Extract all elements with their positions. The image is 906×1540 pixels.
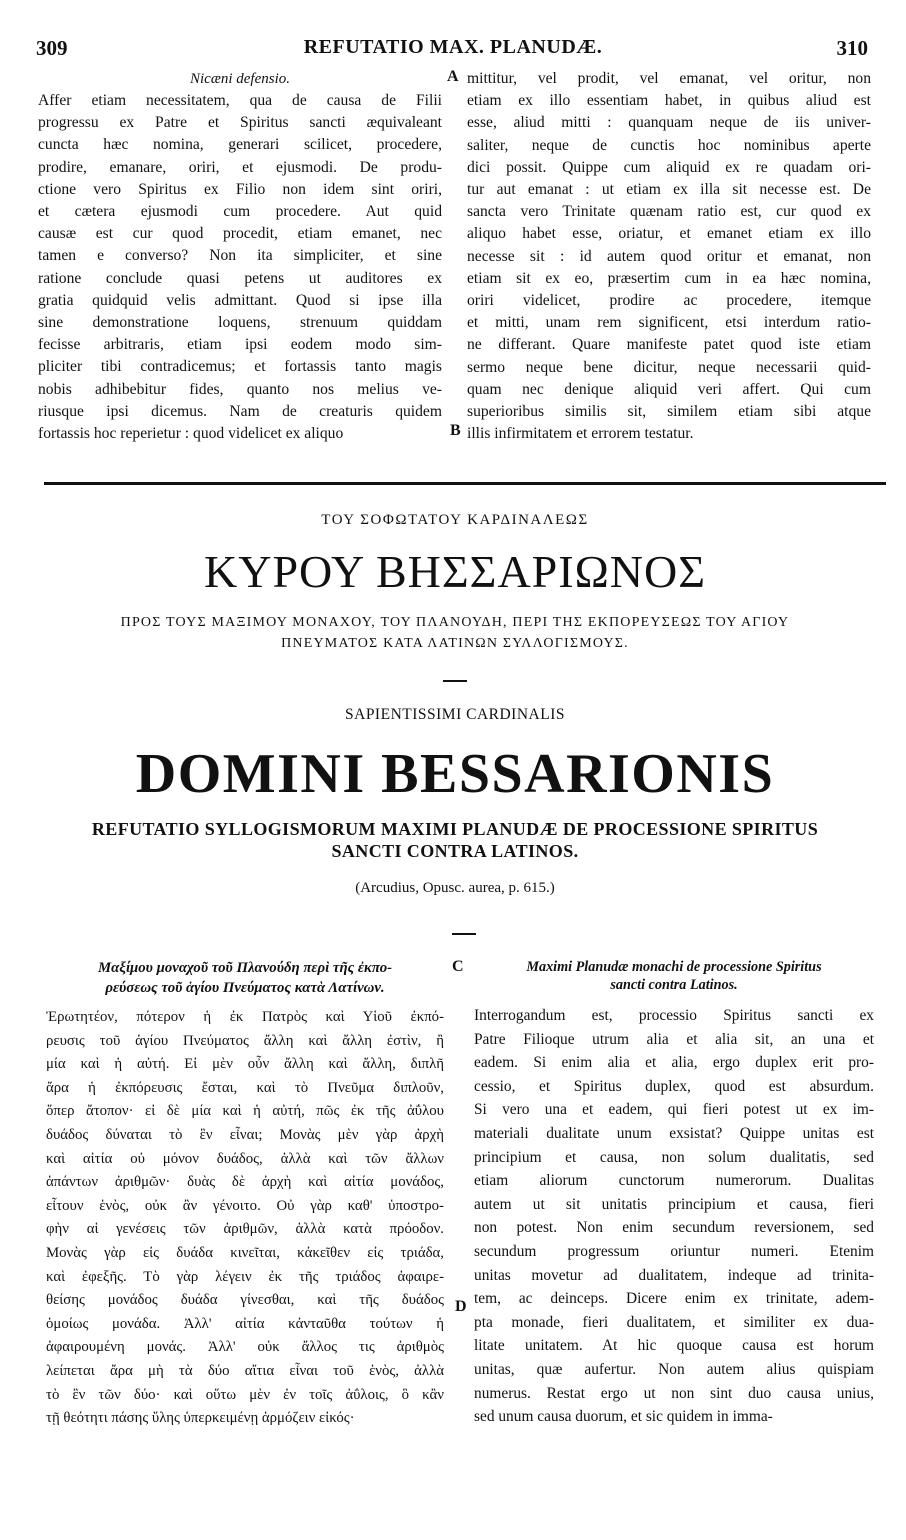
text-line: καὶ αἰτία οὐ μόνον δυάδος, ἀλλὰ καὶ τῶν ἄλλων	[46, 1150, 444, 1167]
latin-description-line: SANCTI CONTRA LATINOS.	[331, 841, 579, 861]
text-line: τὸ ἓν τῶν δύο· καὶ οὕτω μὲν ἐν τοῖς ἀΰλοις, ὃ κἂν	[46, 1386, 444, 1403]
citation: (Arcudius, Opusc. aurea, p. 615.)	[355, 880, 555, 896]
bottom-left-column	[46, 958, 444, 1431]
text-line: sancta vero Trinitate quænam ratio est, cur quod ex	[467, 203, 871, 221]
margin-letter-d: D	[455, 1298, 467, 1315]
text-line: et cætera ejusmodi cum procedere. Aut quid	[38, 203, 442, 221]
text-line: tur aut emanat : ut etiam ex illa sit necesse est. De	[467, 181, 871, 199]
text-line: φὴν αἱ γενέσεις τῶν ἀριθμῶν, ἀλλὰ κατὰ πρόοδον.	[46, 1221, 444, 1238]
text-line: sermo neque bene dicitur, neque necessarii quid-	[467, 358, 871, 376]
text-line: ἄρα ἡ ἐκπόρευσις ἔσται, καὶ τὸ Πνεῦμα διπλοῦν,	[46, 1079, 444, 1096]
top-left-column	[38, 68, 442, 445]
text-line: Si vero una et eadem, qui fieri potest ut ex im-	[474, 1101, 874, 1119]
text-line: dici possit. Quippe cum aliquid ex re quadam ori-	[467, 158, 871, 176]
greek-main-title: ΚΥΡΟΥ ΒΗΣΣΑΡΙΩΝΟΣ	[204, 546, 706, 597]
text-line: ὁμοίως μονάδα. Ἀλλ' αἰτία κἀνταῦθα τούτων ἡ	[46, 1315, 444, 1332]
text-line: ἀφαιρουμένη μονάς. Ἀλλ' οὐκ ἄλλος τις ἀριθμὸς	[46, 1339, 444, 1356]
greek-description	[40, 612, 870, 654]
latin-description	[40, 818, 870, 862]
text-line: unitas, quæ aufertur. Non autem alius quispiam	[474, 1360, 874, 1378]
divider-dash	[443, 680, 467, 682]
text-line: aliquo habet esse, oriatur, et emanet etiam ex illo	[467, 225, 871, 243]
text-line: θείσης μονάδος δυάδα γίνεσθαι, καὶ τῆς δυάδος	[46, 1292, 444, 1309]
text-line: illis infirmitatem et errorem testatur.	[467, 425, 694, 443]
latin-description-line: REFUTATIO SYLLOGISMORUM MAXIMI PLANUDÆ DE PROCESSIONE SPIRITUS	[91, 819, 819, 839]
text-line: Ἐρωτητέον, πότερον ἡ ἐκ Πατρὸς καὶ Υἱοῦ ἐκπό-	[46, 1009, 444, 1025]
greek-small-title: ΤΟΥ ΣΟΦΩΤΑΤΟΥ ΚΑΡΔΙΝΑΛΕΩΣ	[321, 512, 589, 528]
text-line: non potest. Non enim secundum reversionem, sed	[474, 1219, 874, 1237]
text-line: etiam aliorum cunctorum numerorum. Dualitas	[474, 1172, 874, 1190]
text-line: oriri videlicet, prodire ac procedere, itemque	[467, 292, 871, 310]
text-line: superioribus similis sit, similem etiam sibi atque	[467, 403, 871, 421]
text-line: ὅπερ ἄτοπον· εἰ δὲ μία καὶ ἡ αὐτή, πῶς ἐκ τῆς ἀΰλου	[46, 1103, 444, 1120]
text-line: esse, aliud mitti : quanquam neque de iis univer-	[467, 114, 871, 132]
greek-description-line: ΠΡΟΣ ΤΟΥΣ ΜΑΞΙΜΟΥ ΜΟΝΑΧΟΥ, ΤΟΥ ΠΛΑΝΟΥΔΗ, ΠΕΡΙ ΤΗΣ ΕΚΠΟΡΕΥΣΕΩΣ ΤΟΥ ΑΓΙΟΥ	[120, 615, 790, 630]
text-line: pliciter tibi contradicemus; et fortassis tanto magis	[38, 358, 442, 376]
text-line: cuncta hæc nomina, generari scilicet, procedere,	[38, 136, 442, 154]
greek-column-heading: Μαξίμου μοναχοῦ τοῦ Πλανούδη περὶ τῆς ἐκπο-	[97, 960, 393, 976]
text-line: sed unum causa duorum, et sic quidem in imma-	[474, 1408, 773, 1426]
text-line: Interrogandum est, processio Spiritus sancti ex	[474, 1007, 874, 1024]
text-line: eadem. Si enim alia et alia, ergo duplex erit pro-	[474, 1054, 874, 1072]
text-line: sine demonstratione loquens, strenuum quiddam	[38, 314, 442, 332]
latin-small-title: SAPIENTISSIMI CARDINALIS	[345, 706, 565, 723]
divider-dash	[452, 933, 476, 935]
text-line: tamen e converso? Non ita simpliciter, et sine	[38, 247, 442, 265]
text-line: fecisse arbitraris, etiam ipsi eodem modo sim-	[38, 336, 442, 354]
text-line: καὶ ἐφεξῆς. Τὸ γὰρ λέγειν ἐκ τῆς τριάδος ἀφαιρε-	[46, 1268, 444, 1285]
text-line: secundum progressum oriuntur numeri. Etenim	[474, 1242, 874, 1260]
running-title: REFUTATIO MAX. PLANUDÆ.	[303, 36, 603, 58]
section-rule	[44, 482, 886, 485]
margin-letter-b: B	[450, 422, 461, 439]
text-line: Affer etiam necessitatem, qua de causa de Filii	[38, 92, 442, 109]
text-line: εἶτουν ἑνὸς, οὐκ ἂν γένοιτο. Οὐ γὰρ καθ' ὑποστρο-	[46, 1197, 444, 1214]
text-line: mittitur, vel prodit, vel emanat, vel oritur, non	[467, 70, 871, 87]
greek-column-heading: ρεύσεως τοῦ ἁγίου Πνεύματος κατὰ Λατίνων.	[105, 980, 385, 996]
text-line: Μονὰς γὰρ εἰς δυάδα κινεῖται, κἀκεῖθεν εἰς τριάδα,	[46, 1244, 444, 1261]
text-line: ἁπάντων ἀριθμῶν· δυὰς δὲ ἀρχὴ καὶ αἰτία μονάδος,	[46, 1174, 444, 1191]
margin-letter-a: A	[447, 68, 459, 85]
text-line: principium et causa, non solum dualitatis, sed	[474, 1148, 874, 1166]
text-line: nobis adhibebitur fides, quanto nos melius ve-	[38, 380, 442, 398]
text-line: tem, ac deinceps. Dicere enim ex trinitate, adem-	[474, 1290, 874, 1308]
text-line: gratia quidquid velis admittant. Quod si ipse illa	[38, 291, 442, 309]
top-right-column	[467, 68, 871, 445]
running-header	[0, 36, 906, 66]
margin-letter-c: C	[452, 958, 464, 975]
text-line: litate unitatem. At hic quoque causa est horum	[474, 1337, 874, 1355]
text-line: τῇ θεότητι πάσης ὕλης ὑπερκειμένῃ ἁρμόζειν εἰκός·	[46, 1410, 355, 1427]
latin-column-heading: sancti contra Latinos.	[610, 977, 738, 993]
text-line: ρευσις τοῦ ἁγίου Πνεύματος ἄλλη καὶ ἄλλη ἐστὶν, ἢ	[46, 1032, 444, 1049]
page-number-left: 309	[36, 36, 68, 60]
text-line: Patre Filioque utrum alia et alia sit, an una et	[474, 1030, 874, 1048]
text-line: ratione conclude quasi petens ut auditores ex	[38, 269, 442, 287]
text-line: μία καὶ ἡ αὐτή. Εἰ μὲν οὖν ἄλλη καὶ ἄλλη, διπλῆ	[46, 1056, 444, 1073]
text-line: saliter, neque de cunctis hoc nominibus aperte	[467, 136, 871, 154]
text-line: et mitti, unam rem significent, etsi interdum ratio-	[467, 314, 871, 332]
text-line: pta monade, fieri dualitatem, et similiter ex dua-	[474, 1313, 874, 1331]
column-subheading: Nicæni defensio.	[190, 71, 290, 87]
text-line: autem ut sit unitatis principium et causa, fieri	[474, 1195, 874, 1213]
text-line: necesse sit : id autem quod oritur et emanat, non	[467, 247, 871, 265]
text-line: causæ est cur quod procedit, etiam emanet, nec	[38, 225, 442, 243]
text-line: materiali dualitate unum exsistat? Quippe unitas est	[474, 1124, 874, 1142]
text-line: fortassis hoc reperietur : quod videlicet ex aliquo	[38, 425, 344, 443]
text-line: numerus. Restat ergo ut non sint duo causa unius,	[474, 1384, 874, 1402]
text-line: λείπεται ἄρα μὴ τὰ δύο αἴτια εἶναι τοῦ ἑνὸς, ἀλλὰ	[46, 1362, 444, 1379]
text-line: prodire, emanare, oriri, et ejusmodi. De produ-	[38, 158, 442, 176]
text-line: ne differant. Quare manifeste patet quod iste etiam	[467, 336, 871, 354]
bottom-right-column	[474, 958, 874, 1429]
text-line: quam nec denique aliquid veri affert. Qui cum	[467, 380, 871, 398]
text-line: etiam sit ex eo, præsertim cum in ea hæc nomina,	[467, 269, 871, 287]
greek-description-line: ΠΝΕΥΜΑΤΟΣ ΚΑΤΑ ΛΑΤΙΝΩΝ ΣΥΛΛΟΓΙΣΜΟΥΣ.	[281, 636, 629, 651]
page-number-right: 310	[836, 36, 868, 60]
text-line: etiam ex illo essentiam habet, in quibus aliud est	[467, 92, 871, 110]
text-line: unitas movetur ad dualitatem, indeque ad trinita-	[474, 1266, 874, 1284]
latin-column-heading: Maximi Planudæ monachi de processione Spiritus	[526, 959, 822, 975]
latin-main-title: DOMINI BESSARIONIS	[135, 743, 775, 805]
text-line: progressu ex Patre et Spiritus sancti æquivaleant	[38, 114, 442, 132]
text-line: ctione vero Spiritus ex Filio non idem sint oriri,	[38, 180, 442, 198]
text-line: cessio, et Spiritus duplex, quod est absurdum.	[474, 1077, 874, 1095]
text-line: δυάδος δύναται τὸ ἓν εἶναι; Μονὰς μὲν γὰρ ἀρχὴ	[46, 1126, 444, 1143]
text-line: riusque ipsi dicemus. Nam de creaturis quidem	[38, 402, 442, 420]
